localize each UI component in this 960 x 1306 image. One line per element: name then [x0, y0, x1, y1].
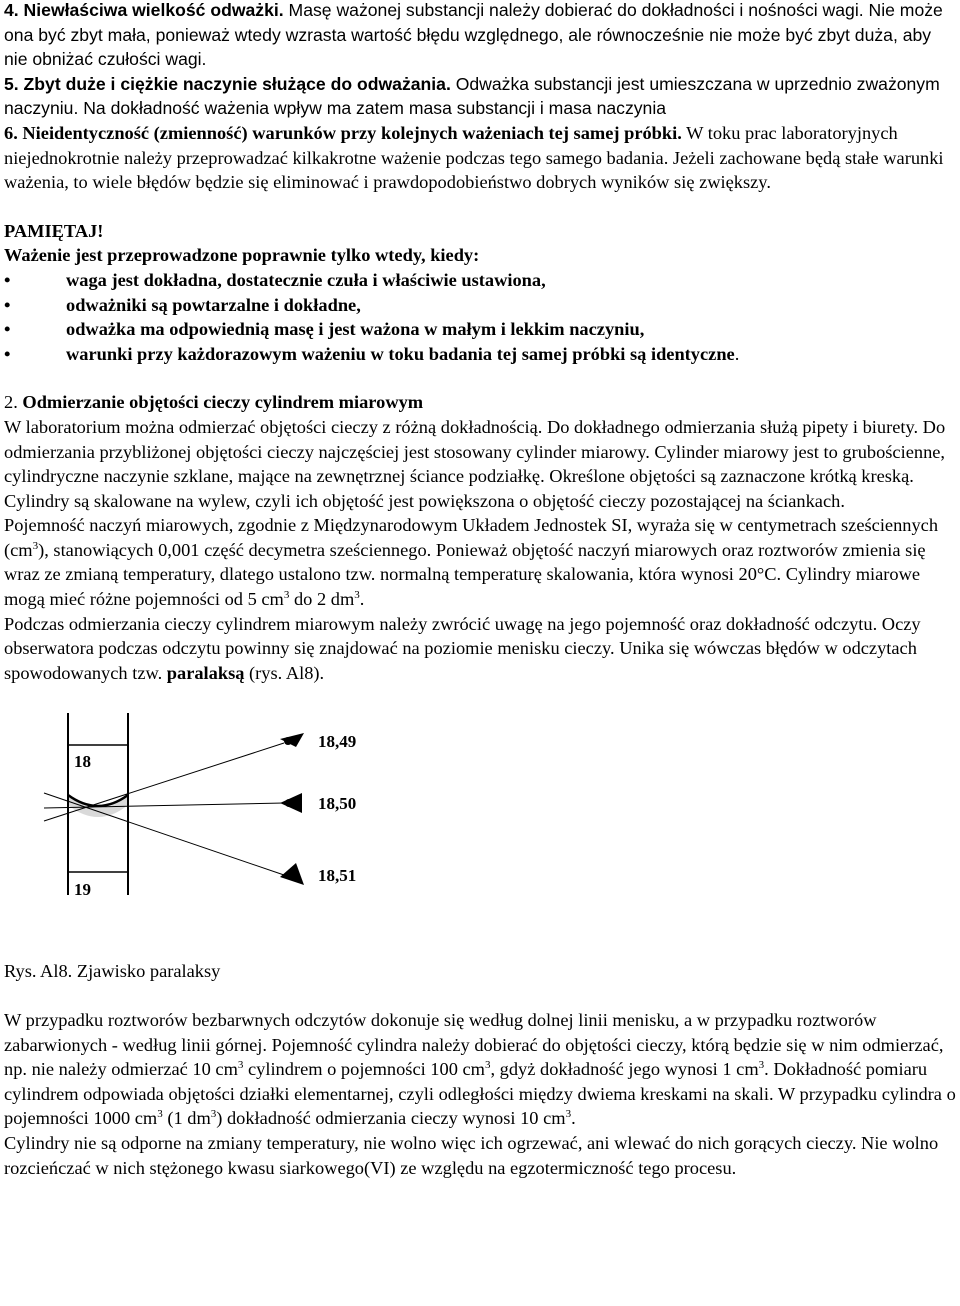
section-title: Odmierzanie objętości cieczy cylindrem miarowym: [22, 392, 424, 413]
remember-intro: Ważenie jest przeprowadzone poprawnie tylko wtedy, kiedy:: [4, 245, 480, 266]
parallax-diagram: [4, 705, 424, 953]
bullet-icon: •: [4, 294, 11, 315]
eye-icon: [280, 863, 304, 885]
parallax-term: paralaksą: [166, 662, 245, 683]
paragraph-4: [4, 0, 956, 72]
section-2-para-2: Pojemność naczyń miarowych, zgodnie z Międzynarodowym Układem Jednostek SI, wyraża się w centymetrach sześciennych $(cm^3)$, stanowiących 0,001 część decymetra sześciennego. Ponieważ objętość naczyń miarowych oraz roztworów zmienia się wraz ze zmianą temperatury, dlatego ustalono tzw. normalną temperaturę skalowania, która wynosi 20°C. Cylindry miarowe mogą mieć różne pojemności od 5 $cm^3$ do 2 $dm^3$.: [4, 515, 939, 610]
document-page: [4, 0, 956, 1180]
section-2-para-3: Podczas odmierzania cieczy cylindrem miarowym należy zwrócić uwagę na jego pojemność oraz dokładność odczytu. Oczy obserwatora podczas odczytu powinny się znajdować na poziomie menisku cieczy. Unika się wówczas błędów w odczytach spowodowanych tzw. paralaksą (rys. Al8).: [4, 613, 921, 683]
scale-label-19: 19: [74, 880, 91, 900]
section-2-para-1: W laboratorium można odmierzać objętości cieczy z różną dokładnością. Do dokładnego odmierzania służą pipety i biurety. Do odmierzania przybliżonej objętości cieczy najczęściej jest stosowany cylinder miarowy. Cylinder miarowy jest to grubościenne, cylindryczne naczynie szklane, mające na zewnętrznej ściance podziałkę. Określone objętości są zaznaczone krótką kreską. Cylindry są skalowane na wylew, czyli ich objętość jest powiększona o objętość cieczy pozostającej na ściankach.: [4, 416, 946, 511]
paragraph-6-heading: 6. Nieidentyczność (zmienność) warunków przy kolejnych ważeniach tej samej próbki.: [4, 122, 682, 143]
remember-title: PAMIĘTAJ!: [4, 220, 104, 241]
paragraph-6: [4, 121, 956, 195]
paragraph-5-heading: 5. Zbyt duże i ciężkie naczynie służące do odważania.: [4, 73, 451, 94]
paragraph-4-heading: 4. Niewłaściwa wielkość odważki.: [4, 0, 284, 20]
reading-label-upper: 18,49: [318, 732, 357, 752]
section-2-heading: [4, 390, 956, 415]
closing-para-1: W przypadku roztworów bezbarwnych odczytów dokonuje się według dolnej linii menisku, a w przypadku roztworów zabarwionych - według linii górnej. Pojemność cylindra należy dobierać do objętości cieczy, którą będzie się w nim odmierzać, np. nie należy odmierzać 10 $cm^3$ cylindrem o pojemności 100 $cm^3$, gdyż dokładność jego wynosi 1 $cm^3$. Dokładność pomiaru cylindrem odpowiada objętości działki elementarnej, czyli odległości między dwiema kreskami na skali. W przypadku cylindra o pojemności 1000 $cm^3$ (1 $dm^3$) dokładność odmierzania cieczy wynosi 10 $cm^3$.: [4, 1010, 956, 1129]
closing-para-2: Cylindry nie są odporne na zmiany temperatury, nie wolno więc ich ogrzewać, ani wlewać do nich gorących cieczy. Nie wolno rozcieńczać w nich stężonego kwasu siarkowego(VI) ze względu na egzotermiczność tego procesu.: [4, 1133, 939, 1178]
section-number: 2.: [4, 392, 23, 413]
paragraph-5-text: Odważka substancji jest umieszczana w uprzednio zważonym naczyniu. Na dokładność ważenia wpływ ma zatem masa substancji i masa naczynia: [4, 73, 940, 119]
parallax-figure: [4, 705, 956, 953]
bullet-icon: •: [4, 319, 11, 340]
list-item: • warunki przy każdorazowym ważeniu w toku badania tej samej próbki są identyczne.: [4, 342, 956, 367]
list-item: • odważka ma odpowiednią masę i jest ważona w małym i lekkim naczyniu,: [4, 317, 956, 342]
list-item: • odważniki są powtarzalne i dokładne,: [4, 293, 956, 318]
bullet-icon: •: [4, 343, 11, 364]
eye-icon: [280, 733, 304, 747]
reading-label-lower: 18,51: [318, 866, 357, 886]
paragraph-5: [4, 72, 956, 121]
paragraph-4-text: Masę ważonej substancji należy dobierać do dokładności i nośności wagi. Nie może ona być zbyt mała, ponieważ wtedy wzrasta wartość błędu względnego, ale równocześnie nie może być zbyt duża, aby nie obniżać czułości wagi.: [4, 0, 943, 70]
paragraph-6-text: W toku prac laboratoryjnych niejednokrotnie należy przeprowadzać kilkakrotne ważenie podczas tego samego badania. Jeżeli zachowane będą stałe warunki ważenia, to wiele błędów będzie się eliminować i prawdopodobieństwo dobrych wyników się zwiększy.: [4, 122, 944, 193]
list-item: • waga jest dokładna, dostatecznie czuła i właściwie ustawiona,: [4, 268, 956, 293]
remember-list: [4, 268, 956, 366]
figure-caption: Rys. Al8. Zjawisko paralaksy: [4, 961, 221, 982]
reading-label-middle: 18,50: [318, 794, 357, 814]
scale-label-18: 18: [74, 752, 91, 772]
eye-icon: [280, 793, 302, 813]
bullet-icon: •: [4, 269, 11, 290]
